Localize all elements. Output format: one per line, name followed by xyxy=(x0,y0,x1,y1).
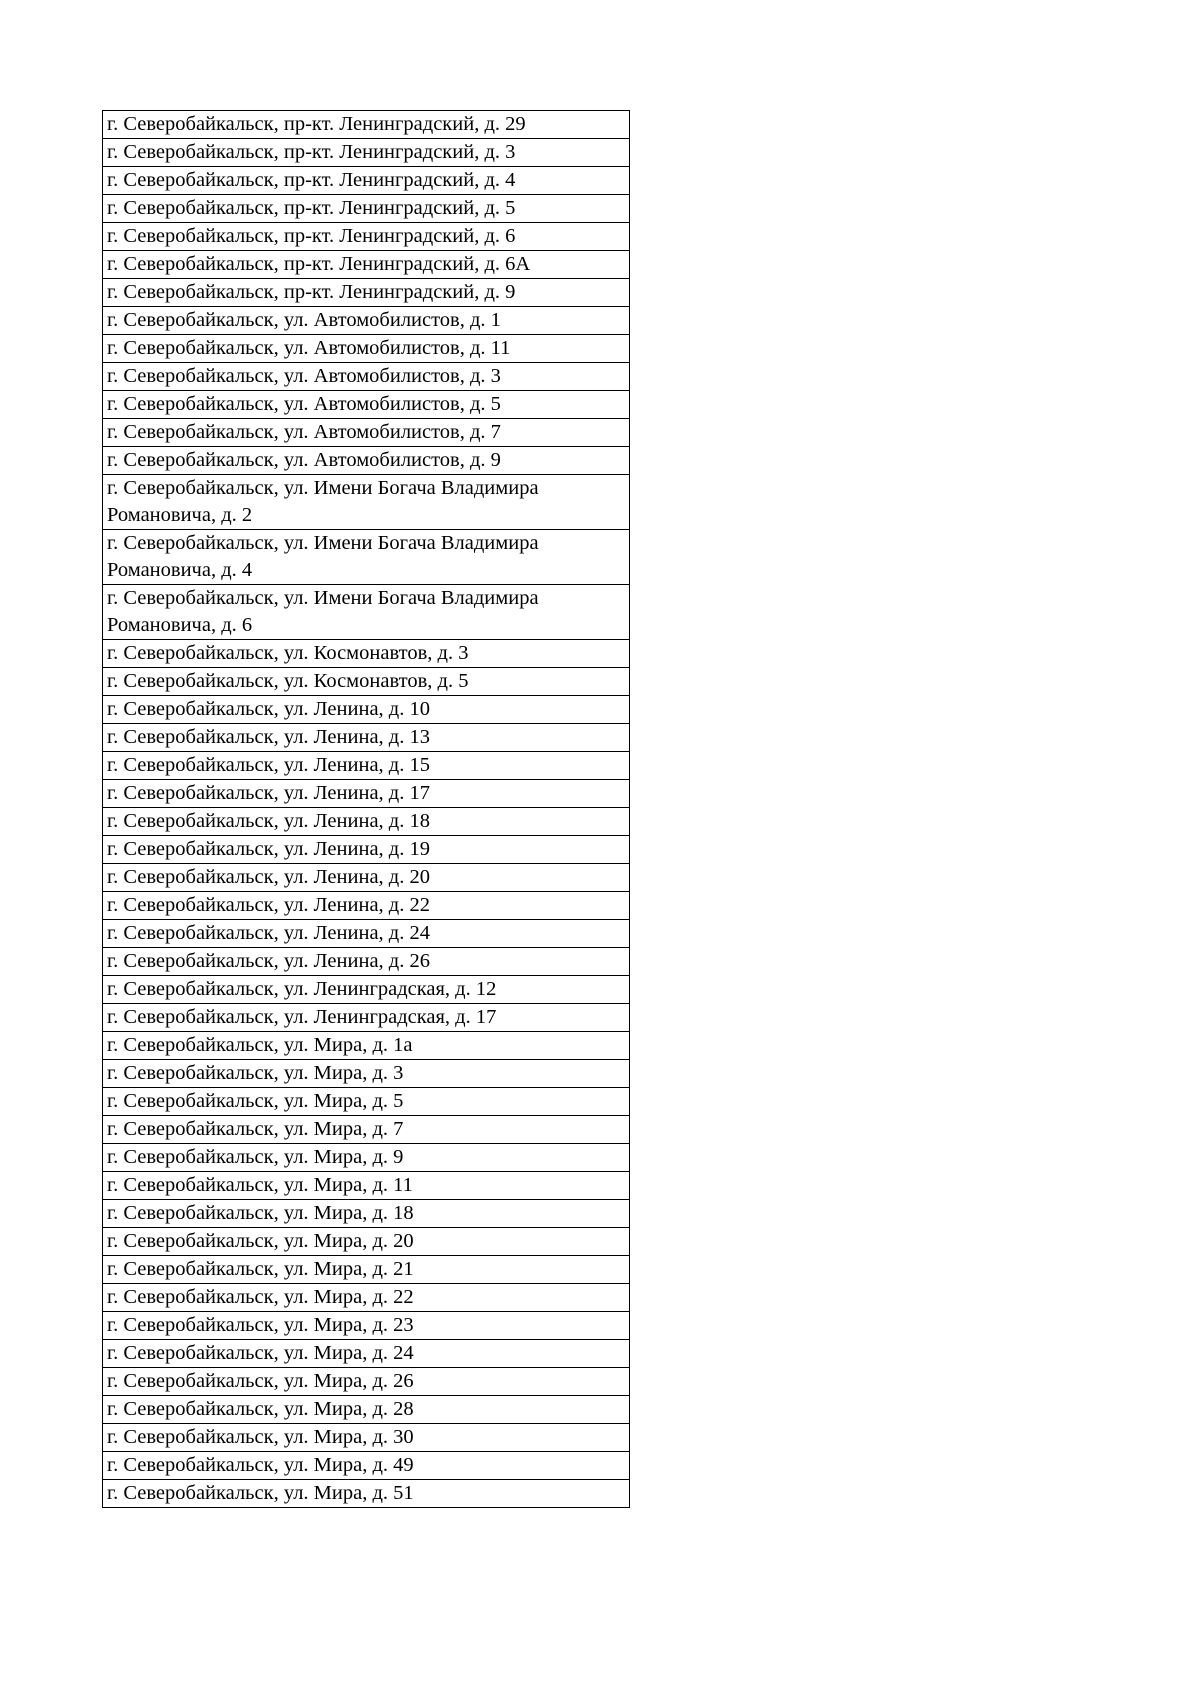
address-cell: г. Северобайкальск, ул. Космонавтов, д. 5 xyxy=(103,668,630,696)
table-row xyxy=(103,1116,630,1144)
table-row xyxy=(103,1368,630,1396)
address-cell: г. Северобайкальск, ул. Автомобилистов, д. 11 xyxy=(103,335,630,363)
table-row xyxy=(103,139,630,167)
address-cell: г. Северобайкальск, ул. Ленина, д. 10 xyxy=(103,696,630,724)
address-cell: г. Северобайкальск, пр-кт. Ленинградский, д. 6А xyxy=(103,251,630,279)
address-cell: г. Северобайкальск, ул. Мира, д. 5 xyxy=(103,1088,630,1116)
address-cell: г. Северобайкальск, ул. Ленина, д. 17 xyxy=(103,780,630,808)
table-row xyxy=(103,167,630,195)
address-cell: г. Северобайкальск, ул. Мира, д. 28 xyxy=(103,1396,630,1424)
address-cell: г. Северобайкальск, ул. Ленинградская, д. 12 xyxy=(103,976,630,1004)
address-cell: г. Северобайкальск, ул. Мира, д. 24 xyxy=(103,1340,630,1368)
table-row xyxy=(103,808,630,836)
address-table-body xyxy=(103,111,630,1508)
address-cell: г. Северобайкальск, ул. Мира, д. 30 xyxy=(103,1424,630,1452)
table-row xyxy=(103,1452,630,1480)
address-cell: г. Северобайкальск, ул. Имени Богача Владимира Романовича, д. 4 xyxy=(103,530,630,585)
address-cell: г. Северобайкальск, ул. Мира, д. 23 xyxy=(103,1312,630,1340)
address-cell: г. Северобайкальск, ул. Ленина, д. 24 xyxy=(103,920,630,948)
address-cell: г. Северобайкальск, ул. Мира, д. 9 xyxy=(103,1144,630,1172)
table-row xyxy=(103,475,630,530)
address-cell: г. Северобайкальск, ул. Автомобилистов, д. 5 xyxy=(103,391,630,419)
table-row xyxy=(103,780,630,808)
address-cell: г. Северобайкальск, ул. Ленина, д. 22 xyxy=(103,892,630,920)
table-row xyxy=(103,976,630,1004)
address-cell: г. Северобайкальск, ул. Ленина, д. 15 xyxy=(103,752,630,780)
address-cell: г. Северобайкальск, ул. Ленина, д. 20 xyxy=(103,864,630,892)
table-row xyxy=(103,307,630,335)
address-cell: г. Северобайкальск, ул. Ленина, д. 26 xyxy=(103,948,630,976)
table-row xyxy=(103,1228,630,1256)
table-row xyxy=(103,335,630,363)
table-row xyxy=(103,1256,630,1284)
address-cell: г. Северобайкальск, ул. Ленина, д. 13 xyxy=(103,724,630,752)
table-row xyxy=(103,1424,630,1452)
table-row xyxy=(103,391,630,419)
table-row xyxy=(103,1088,630,1116)
table-row xyxy=(103,251,630,279)
table-row xyxy=(103,530,630,585)
table-row xyxy=(103,447,630,475)
table-row xyxy=(103,1004,630,1032)
address-cell: г. Северобайкальск, ул. Автомобилистов, д. 7 xyxy=(103,419,630,447)
table-row xyxy=(103,195,630,223)
address-cell: г. Северобайкальск, пр-кт. Ленинградский, д. 5 xyxy=(103,195,630,223)
address-cell: г. Северобайкальск, ул. Автомобилистов, д. 3 xyxy=(103,363,630,391)
table-row xyxy=(103,1172,630,1200)
address-cell: г. Северобайкальск, ул. Мира, д. 51 xyxy=(103,1480,630,1508)
table-row xyxy=(103,724,630,752)
address-cell: г. Северобайкальск, ул. Мира, д. 11 xyxy=(103,1172,630,1200)
table-row xyxy=(103,640,630,668)
address-cell: г. Северобайкальск, пр-кт. Ленинградский, д. 4 xyxy=(103,167,630,195)
table-row xyxy=(103,111,630,139)
address-cell: г. Северобайкальск, ул. Космонавтов, д. 3 xyxy=(103,640,630,668)
address-cell: г. Северобайкальск, ул. Мира, д. 21 xyxy=(103,1256,630,1284)
table-row xyxy=(103,585,630,640)
table-row xyxy=(103,1144,630,1172)
table-row xyxy=(103,864,630,892)
address-cell: г. Северобайкальск, пр-кт. Ленинградский, д. 9 xyxy=(103,279,630,307)
address-cell: г. Северобайкальск, ул. Ленина, д. 19 xyxy=(103,836,630,864)
table-row xyxy=(103,419,630,447)
table-row xyxy=(103,363,630,391)
table-row xyxy=(103,920,630,948)
table-row xyxy=(103,668,630,696)
table-row xyxy=(103,1396,630,1424)
address-cell: г. Северобайкальск, ул. Автомобилистов, д. 1 xyxy=(103,307,630,335)
address-cell: г. Северобайкальск, ул. Имени Богача Владимира Романовича, д. 2 xyxy=(103,475,630,530)
address-cell: г. Северобайкальск, ул. Мира, д. 22 xyxy=(103,1284,630,1312)
address-cell: г. Северобайкальск, ул. Мира, д. 20 xyxy=(103,1228,630,1256)
address-table xyxy=(102,110,630,1508)
table-row xyxy=(103,948,630,976)
address-cell: г. Северобайкальск, пр-кт. Ленинградский, д. 6 xyxy=(103,223,630,251)
table-row xyxy=(103,223,630,251)
address-cell: г. Северобайкальск, ул. Мира, д. 1а xyxy=(103,1032,630,1060)
table-row xyxy=(103,1284,630,1312)
table-row xyxy=(103,752,630,780)
table-row xyxy=(103,279,630,307)
table-row xyxy=(103,892,630,920)
table-row xyxy=(103,1032,630,1060)
address-cell: г. Северобайкальск, ул. Имени Богача Владимира Романовича, д. 6 xyxy=(103,585,630,640)
address-cell: г. Северобайкальск, ул. Ленинградская, д. 17 xyxy=(103,1004,630,1032)
address-cell: г. Северобайкальск, ул. Мира, д. 3 xyxy=(103,1060,630,1088)
address-cell: г. Северобайкальск, пр-кт. Ленинградский, д. 3 xyxy=(103,139,630,167)
address-cell: г. Северобайкальск, ул. Автомобилистов, д. 9 xyxy=(103,447,630,475)
address-cell: г. Северобайкальск, ул. Мира, д. 18 xyxy=(103,1200,630,1228)
address-cell: г. Северобайкальск, ул. Мира, д. 7 xyxy=(103,1116,630,1144)
table-row xyxy=(103,696,630,724)
address-cell: г. Северобайкальск, ул. Ленина, д. 18 xyxy=(103,808,630,836)
table-row xyxy=(103,1200,630,1228)
address-cell: г. Северобайкальск, ул. Мира, д. 26 xyxy=(103,1368,630,1396)
address-cell: г. Северобайкальск, пр-кт. Ленинградский, д. 29 xyxy=(103,111,630,139)
table-row xyxy=(103,1480,630,1508)
table-row xyxy=(103,1340,630,1368)
table-row xyxy=(103,1312,630,1340)
address-cell: г. Северобайкальск, ул. Мира, д. 49 xyxy=(103,1452,630,1480)
table-row xyxy=(103,1060,630,1088)
table-row xyxy=(103,836,630,864)
